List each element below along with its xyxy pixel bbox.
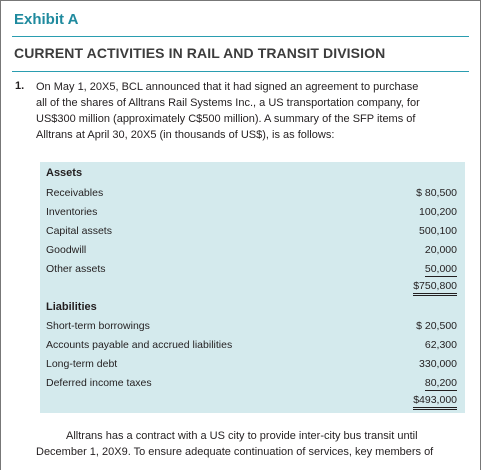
intro-line: all of the shares of Alltrans Rail Systems Inc., a US transportation company, for: [36, 97, 420, 109]
liability-row-label: Deferred income taxes: [46, 377, 152, 389]
follow-paragraph: [36, 428, 467, 460]
assets-heading: Assets: [46, 167, 83, 179]
sfp-summary-table: [40, 162, 465, 413]
asset-row-label: Receivables: [46, 187, 104, 199]
intro-paragraph: [36, 79, 467, 143]
section-heading: CURRENT ACTIVITIES IN RAIL AND TRANSIT DIVISION: [14, 45, 386, 61]
liabilities-total: $493,000: [413, 394, 457, 410]
liability-row-value: 80,200: [424, 377, 457, 389]
asset-row-value: $ 80,500: [416, 187, 457, 199]
liability-row-label: Short-term borrowings: [46, 320, 150, 332]
assets-total: $750,800: [413, 280, 457, 296]
asset-row-label: Inventories: [46, 206, 98, 218]
intro-line: US$300 million (approximately C$500 million). A summary of the SFP items of: [36, 113, 416, 125]
liability-row-label: Accounts payable and accrued liabilities: [46, 339, 233, 351]
intro-line: On May 1, 20X5, BCL announced that it had signed an agreement to purchase: [36, 81, 419, 93]
liability-row-value: 62,300: [424, 339, 457, 351]
liability-row-value: $ 20,500: [416, 320, 457, 332]
asset-row-label: Other assets: [46, 263, 106, 275]
follow-line: Alltrans has a contract with a US city to provide inter-city bus transit until: [66, 430, 418, 442]
asset-row-value: 100,200: [419, 206, 457, 218]
exhibit-label: Exhibit A: [14, 11, 79, 28]
asset-row-label: Goodwill: [46, 244, 87, 256]
follow-line: December 1, 20X9. To ensure adequate continuation of services, key members of: [36, 446, 434, 458]
liability-row-value: 330,000: [419, 358, 457, 370]
intro-line: Alltrans at April 30, 20X5 (in thousands of US$), is as follows:: [36, 129, 335, 141]
asset-row-value: 20,000: [424, 244, 457, 256]
asset-row-value: 500,100: [419, 225, 457, 237]
asset-row-value: 50,000: [424, 263, 457, 275]
top-divider: [12, 36, 469, 37]
liabilities-heading: Liabilities: [46, 301, 97, 313]
liability-row-label: Long-term debt: [46, 358, 118, 370]
asset-row-label: Capital assets: [46, 225, 112, 237]
item-number: 1.: [15, 80, 25, 92]
heading-divider: [12, 71, 469, 72]
